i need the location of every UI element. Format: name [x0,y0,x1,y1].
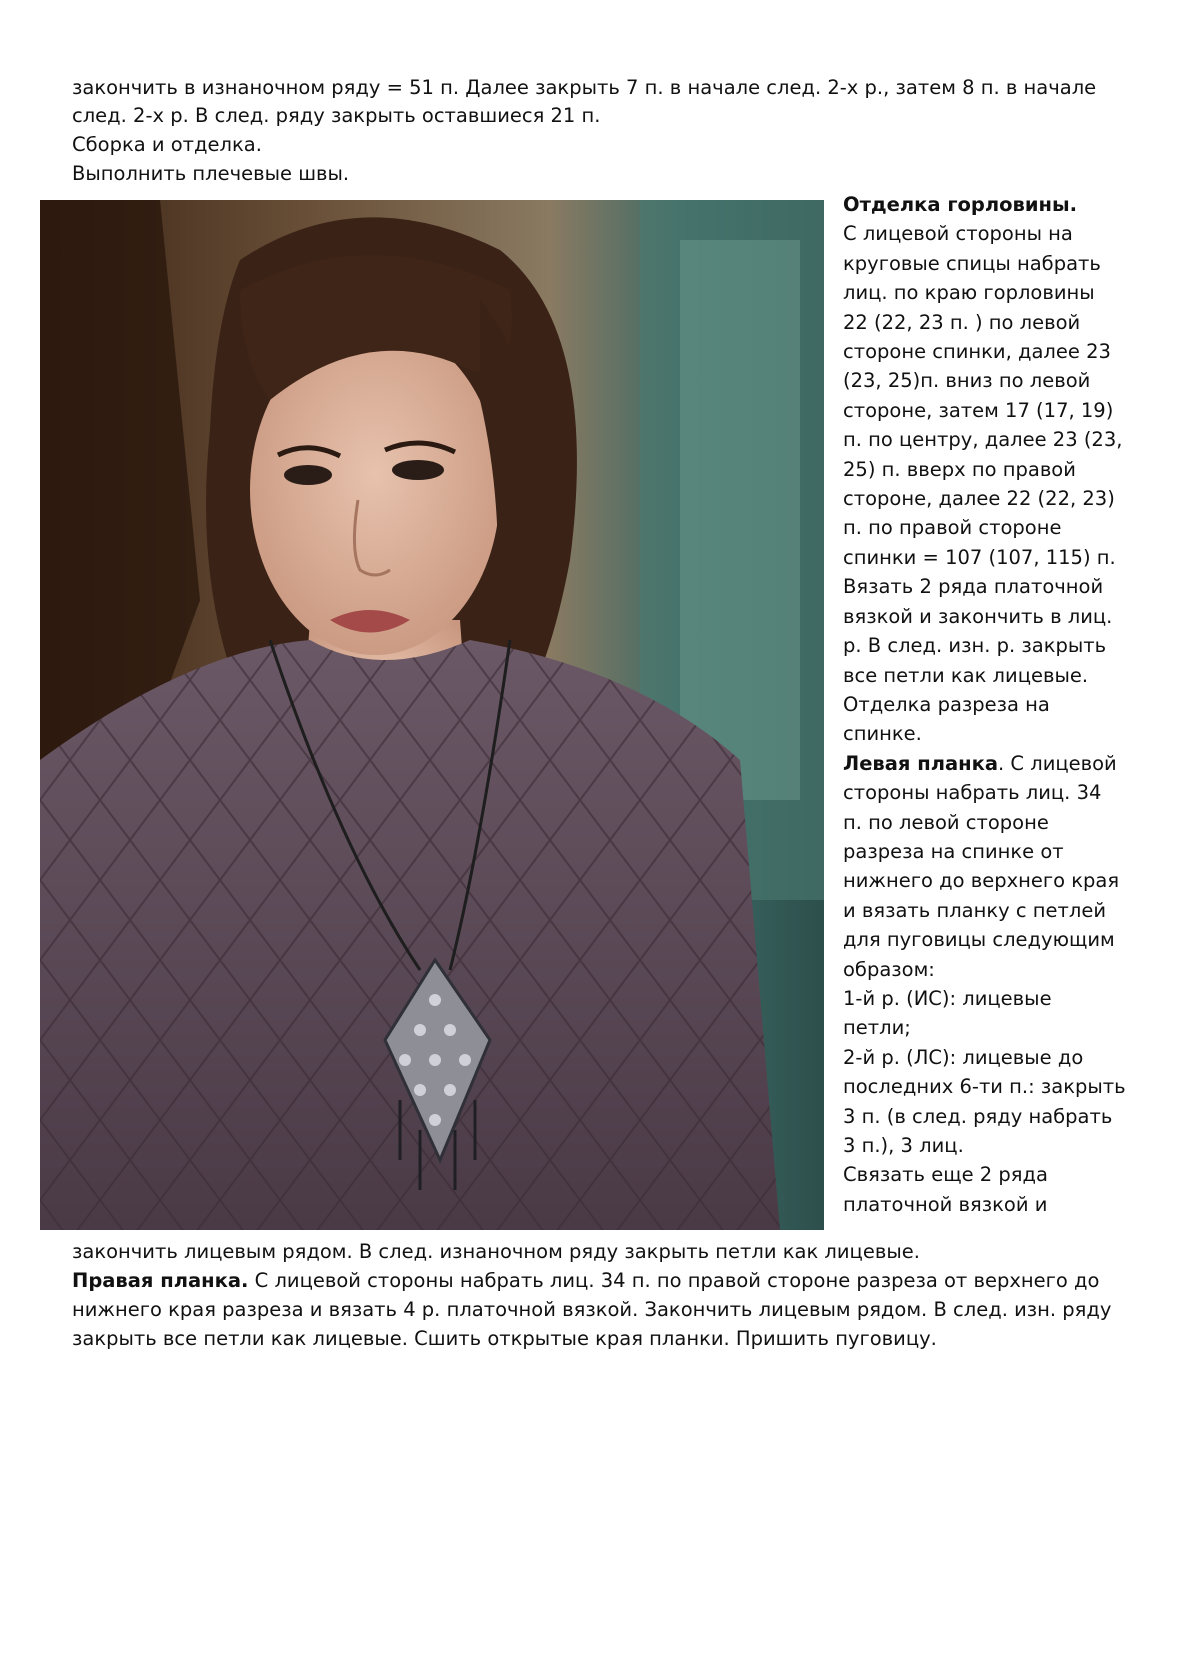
column-line: вязкой и закончить в лиц. [843,604,1113,628]
column-line: С лицевой стороны на [843,222,1073,246]
column-line: Вязать 2 ряда платочной [843,575,1104,599]
column-line: стороны набрать лиц. 34 [843,781,1102,805]
column-line: и вязать планку с петлей [843,898,1107,922]
left-placket-heading: Левая планка [843,751,999,775]
column-line: 22 (22, 23 п. ) по левой [843,310,1081,334]
section-heading: Сборка и отделка. [72,133,262,156]
left-placket-line [843,749,1133,778]
text-line: закончить в изнаночном ряду = 51 п. Далее закрыть 7 п. в начале след. 2-х р., затем 8 п. в начале [72,76,1097,99]
column-line: 25) п. вверх по правой [843,457,1076,481]
right-placket-line [72,1267,1099,1295]
text-line: Выполнить плечевые швы. [72,162,350,185]
column-line: р. В след. изн. р. закрыть [843,634,1107,658]
column-line: лиц. по краю горловины [843,281,1095,305]
column-line: п. по левой стороне [843,810,1049,834]
column-line: Отделка разреза на [843,692,1050,716]
column-line: п. по правой стороне [843,516,1062,540]
column-line: 2-й р. (ЛС): лицевые до [843,1045,1084,1069]
neck-finishing-heading: Отделка горловины. [843,193,1078,216]
column-line: стороне, далее 22 (22, 23) [843,487,1115,511]
side-column [843,190,1133,1219]
column-line: разреза на спинке от [843,839,1064,863]
column-line: круговые спицы набрать [843,251,1101,275]
column-line: п. по центру, далее 23 (23, [843,428,1123,452]
column-line: 3 п.), 3 лиц. [843,1134,964,1157]
right-placket-heading: Правая планка. [72,1269,249,1292]
column-line: (23, 25)п. вниз по левой [843,369,1091,393]
text-line: нижнего края разреза и вязать 4 р. платочной вязкой. Закончить лицевым рядом. В след. изн. ряду [72,1298,1112,1321]
column-line: все петли как лицевые. [843,663,1089,687]
column-line: 3 п. (в след. ряду набрать [843,1104,1113,1128]
text-line: след. 2-х р. В след. ряду закрыть оставшиеся 21 п. [72,104,601,127]
column-line: стороне, затем 17 (17, 19) [843,398,1114,422]
column-line: Связать еще 2 ряда [843,1163,1048,1187]
column-line: образом: [843,957,935,981]
text-fragment: С лицевой стороны набрать лиц. 34 п. по правой стороне разреза от верхнего до [248,1269,1100,1292]
column-line: петли; [843,1016,911,1040]
column-line: спинке. [843,722,922,746]
text-line: закончить лицевым рядом. В след. изнаночном ряду закрыть петли как лицевые. [72,1240,920,1263]
column-line: последних 6-ти п.: закрыть [843,1075,1126,1099]
column-line: нижнего до верхнего края [843,869,1120,893]
column-line: платочной вязкой и [843,1192,1048,1216]
column-line: спинки = 107 (107, 115) п. [843,545,1116,569]
text-line: закрыть все петли как лицевые. Сшить открытые края планки. Пришить пуговицу. [72,1327,937,1350]
column-line: . С лицевой [998,751,1117,775]
model-photo-icon [40,200,824,1230]
column-line: для пуговицы следующим [843,928,1115,952]
column-line: стороне спинки, далее 23 [843,340,1111,364]
column-line: 1-й р. (ИС): лицевые [843,986,1052,1010]
